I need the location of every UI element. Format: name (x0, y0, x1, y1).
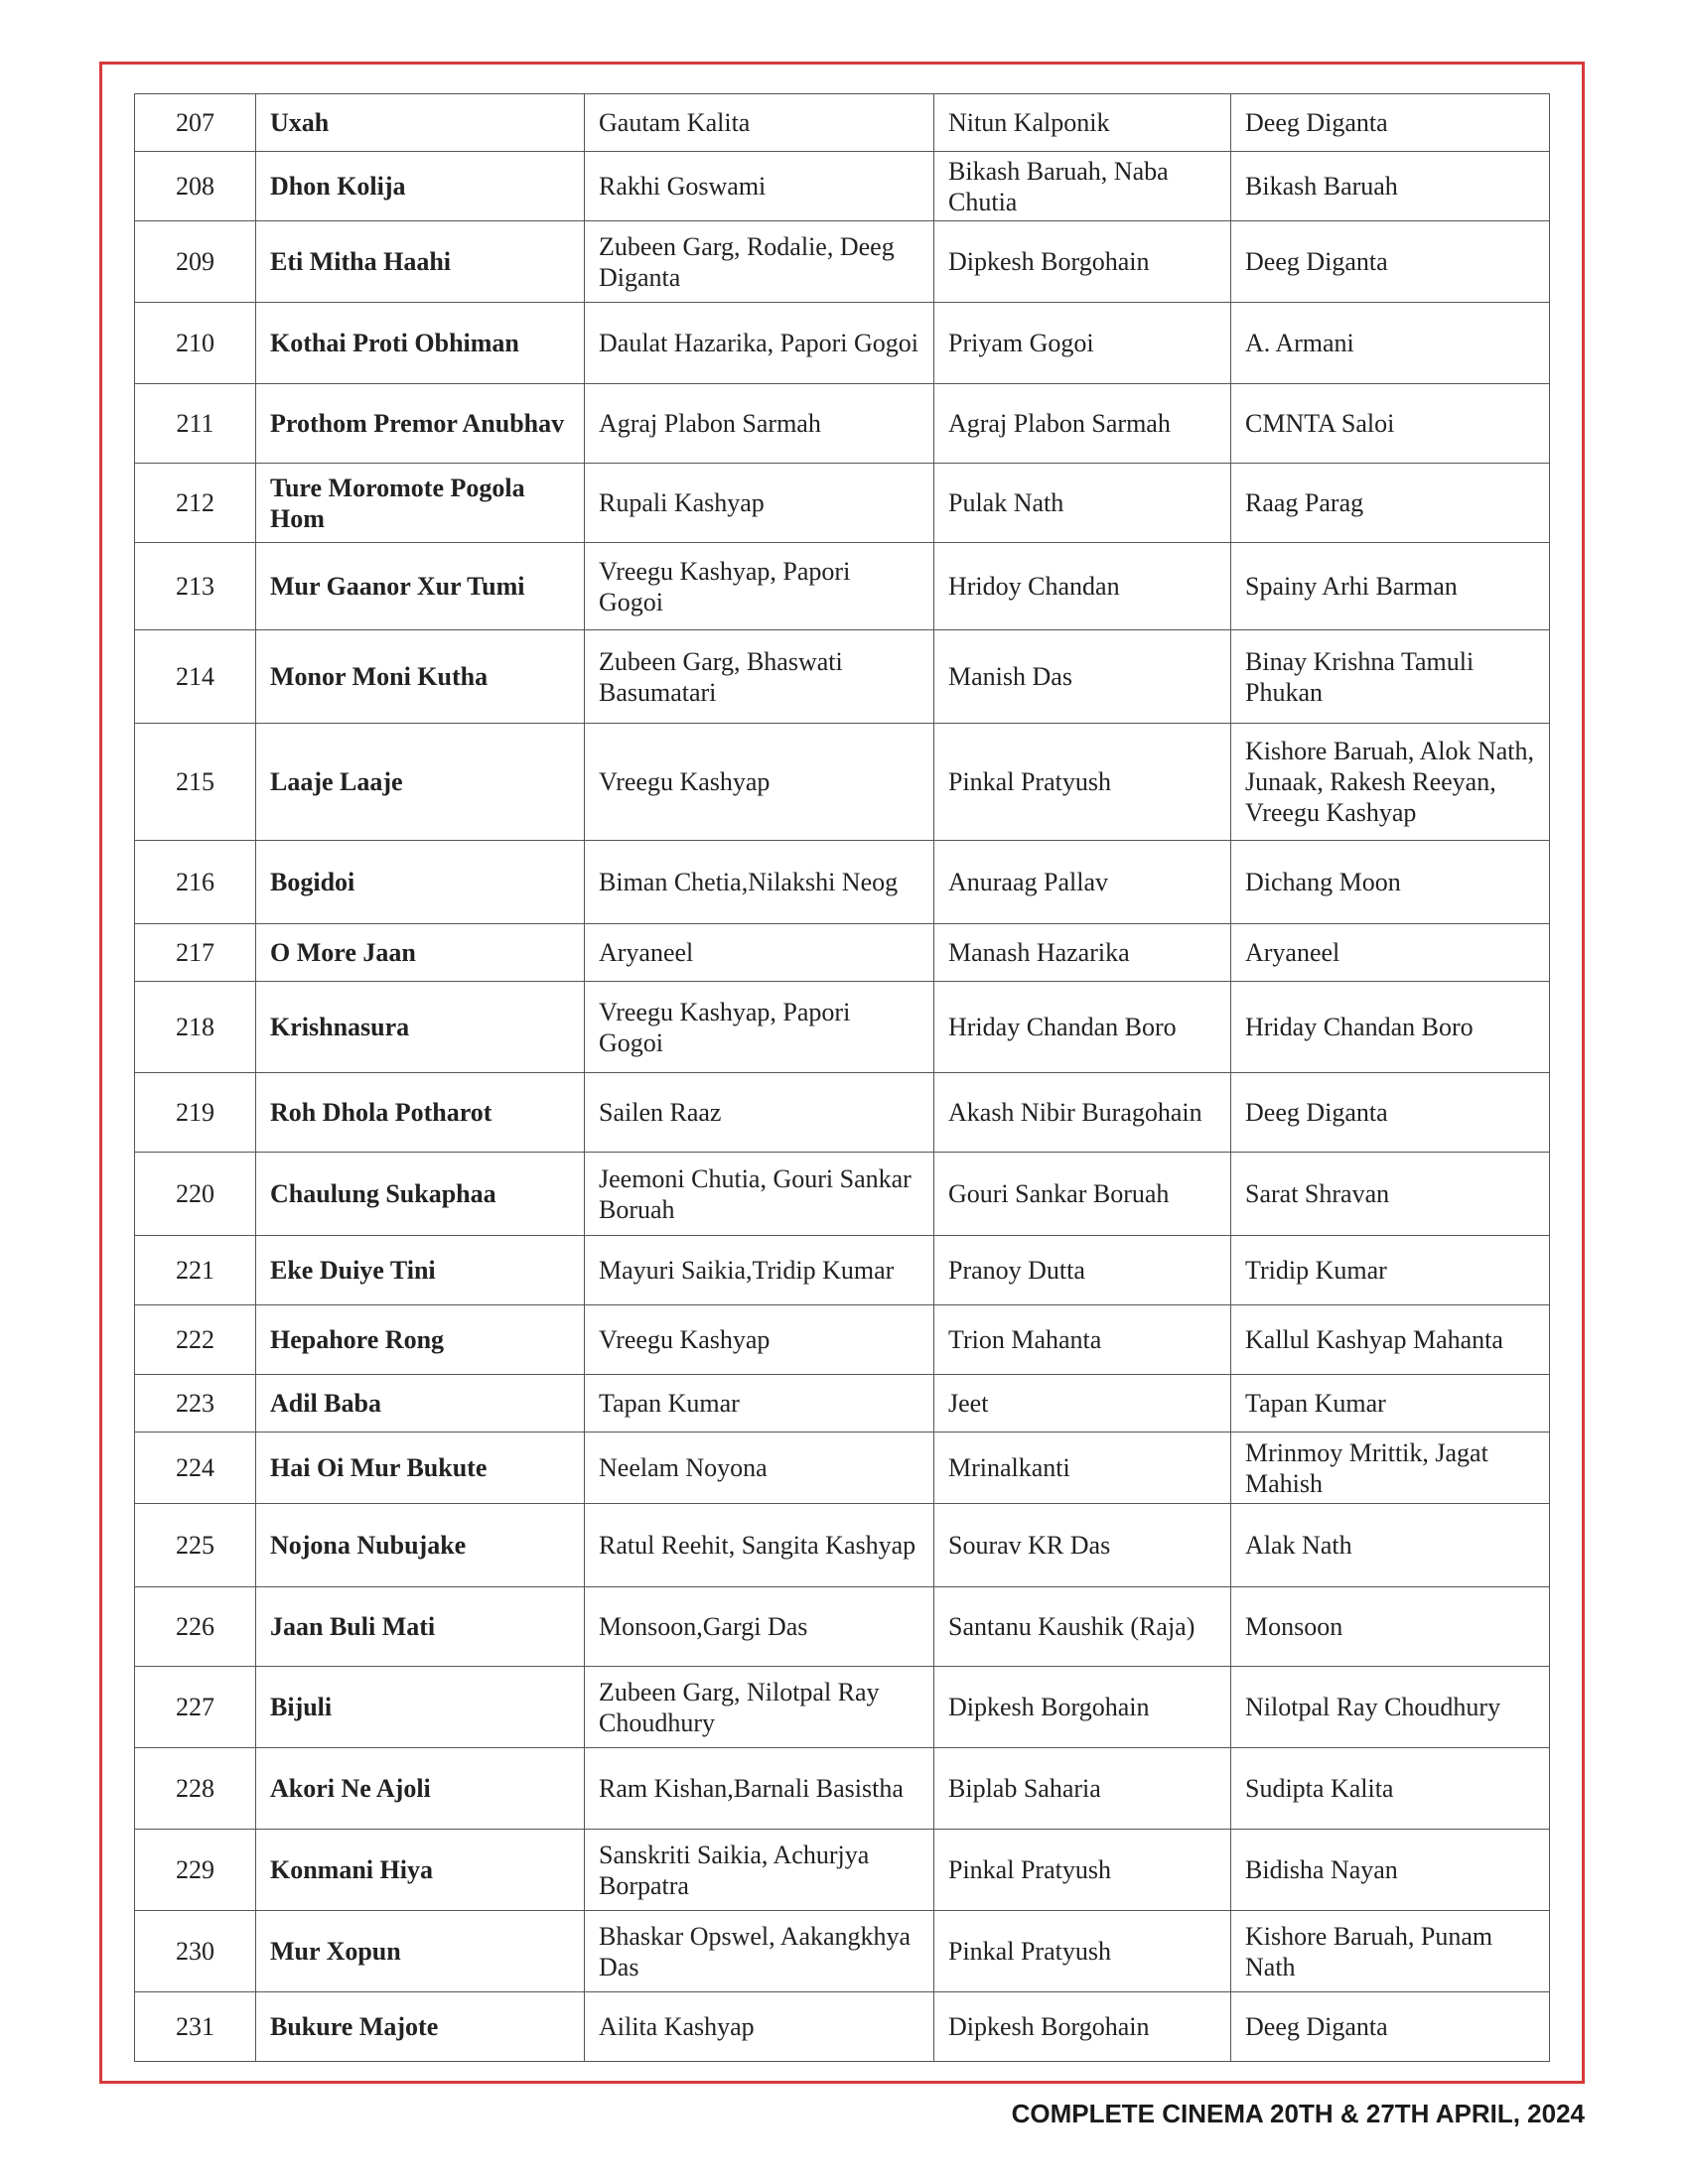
composer-cell: Mrinmoy Mrittik, Jagat Mahish (1231, 1433, 1550, 1504)
composer-cell: CMNTA Saloi (1231, 384, 1550, 464)
singers-cell: Tapan Kumar (585, 1375, 934, 1433)
lyricist-cell: Nitun Kalponik (934, 94, 1231, 152)
singers-cell: Jeemoni Chutia, Gouri Sankar Boruah (585, 1153, 934, 1236)
song-title: Adil Baba (256, 1375, 585, 1433)
song-title: Eti Mitha Haahi (256, 221, 585, 303)
composer-cell: Kallul Kashyap Mahanta (1231, 1305, 1550, 1375)
table-row (135, 303, 1550, 384)
song-number: 223 (135, 1375, 256, 1433)
composer-cell: Tridip Kumar (1231, 1236, 1550, 1305)
singers-cell: Mayuri Saikia,Tridip Kumar (585, 1236, 934, 1305)
song-title: Krishnasura (256, 982, 585, 1073)
song-title: Chaulung Sukaphaa (256, 1153, 585, 1236)
table-row (135, 384, 1550, 464)
singers-cell: Neelam Noyona (585, 1433, 934, 1504)
composer-cell: Bidisha Nayan (1231, 1830, 1550, 1911)
song-number: 207 (135, 94, 256, 152)
song-title: Mur Gaanor Xur Tumi (256, 543, 585, 630)
table-row (135, 543, 1550, 630)
singers-cell: Vreegu Kashyap, Papori Gogoi (585, 543, 934, 630)
song-title: Dhon Kolija (256, 152, 585, 221)
song-title: O More Jaan (256, 924, 585, 982)
table-row (135, 1236, 1550, 1305)
song-number: 222 (135, 1305, 256, 1375)
song-list-table (134, 93, 1550, 2062)
table-row (135, 221, 1550, 303)
singers-cell: Ram Kishan,Barnali Basistha (585, 1748, 934, 1830)
lyricist-cell: Manash Hazarika (934, 924, 1231, 982)
lyricist-cell: Jeet (934, 1375, 1231, 1433)
lyricist-cell: Mrinalkanti (934, 1433, 1231, 1504)
composer-cell: Spainy Arhi Barman (1231, 543, 1550, 630)
composer-cell: Raag Parag (1231, 464, 1550, 543)
table-row (135, 1433, 1550, 1504)
song-number: 209 (135, 221, 256, 303)
song-title: Laaje Laaje (256, 724, 585, 841)
lyricist-cell: Akash Nibir Buragohain (934, 1073, 1231, 1153)
song-number: 208 (135, 152, 256, 221)
table-row (135, 1375, 1550, 1433)
song-number: 216 (135, 841, 256, 924)
song-number: 214 (135, 630, 256, 724)
song-number: 217 (135, 924, 256, 982)
lyricist-cell: Sourav KR Das (934, 1504, 1231, 1587)
singers-cell: Sanskriti Saikia, Achurjya Borpatra (585, 1830, 934, 1911)
song-number: 212 (135, 464, 256, 543)
composer-cell: Alak Nath (1231, 1504, 1550, 1587)
lyricist-cell: Anuraag Pallav (934, 841, 1231, 924)
table-row (135, 1305, 1550, 1375)
lyricist-cell: Hridoy Chandan (934, 543, 1231, 630)
lyricist-cell: Pinkal Pratyush (934, 1830, 1231, 1911)
lyricist-cell: Priyam Gogoi (934, 303, 1231, 384)
lyricist-cell: Hriday Chandan Boro (934, 982, 1231, 1073)
composer-cell: Sudipta Kalita (1231, 1748, 1550, 1830)
lyricist-cell: Manish Das (934, 630, 1231, 724)
song-title: Uxah (256, 94, 585, 152)
singers-cell: Vreegu Kashyap (585, 1305, 934, 1375)
song-number: 211 (135, 384, 256, 464)
singers-cell: Daulat Hazarika, Papori Gogoi (585, 303, 934, 384)
table-row (135, 841, 1550, 924)
table-row (135, 1504, 1550, 1587)
composer-cell: Deeg Diganta (1231, 1073, 1550, 1153)
song-title: Bijuli (256, 1667, 585, 1748)
song-title: Nojona Nubujake (256, 1504, 585, 1587)
song-number: 218 (135, 982, 256, 1073)
song-list-body (135, 94, 1550, 2062)
table-row (135, 94, 1550, 152)
singers-cell: Vreegu Kashyap (585, 724, 934, 841)
composer-cell: Deeg Diganta (1231, 1992, 1550, 2062)
table-row (135, 1073, 1550, 1153)
singers-cell: Biman Chetia,Nilakshi Neog (585, 841, 934, 924)
composer-cell: Aryaneel (1231, 924, 1550, 982)
song-number: 213 (135, 543, 256, 630)
composer-cell: Sarat Shravan (1231, 1153, 1550, 1236)
song-title: Mur Xopun (256, 1911, 585, 1992)
singers-cell: Ratul Reehit, Sangita Kashyap (585, 1504, 934, 1587)
song-title: Roh Dhola Potharot (256, 1073, 585, 1153)
lyricist-cell: Dipkesh Borgohain (934, 221, 1231, 303)
composer-cell: Tapan Kumar (1231, 1375, 1550, 1433)
table-row (135, 982, 1550, 1073)
song-number: 229 (135, 1830, 256, 1911)
song-number: 231 (135, 1992, 256, 2062)
lyricist-cell: Pranoy Dutta (934, 1236, 1231, 1305)
table-row (135, 924, 1550, 982)
song-number: 225 (135, 1504, 256, 1587)
lyricist-cell: Dipkesh Borgohain (934, 1992, 1231, 2062)
singers-cell: Gautam Kalita (585, 94, 934, 152)
singers-cell: Zubeen Garg, Bhaswati Basumatari (585, 630, 934, 724)
composer-cell: Hriday Chandan Boro (1231, 982, 1550, 1073)
lyricist-cell: Pinkal Pratyush (934, 724, 1231, 841)
song-title: Monor Moni Kutha (256, 630, 585, 724)
song-title: Hepahore Rong (256, 1305, 585, 1375)
song-title: Akori Ne Ajoli (256, 1748, 585, 1830)
song-number: 221 (135, 1236, 256, 1305)
song-number: 230 (135, 1911, 256, 1992)
composer-cell: Nilotpal Ray Choudhury (1231, 1667, 1550, 1748)
song-number: 226 (135, 1587, 256, 1667)
footer-issue-line: COMPLETE CINEMA 20TH & 27TH APRIL, 2024 (1011, 2099, 1585, 2128)
singers-cell: Rakhi Goswami (585, 152, 934, 221)
song-number: 210 (135, 303, 256, 384)
composer-cell: Bikash Baruah (1231, 152, 1550, 221)
lyricist-cell: Dipkesh Borgohain (934, 1667, 1231, 1748)
composer-cell: Kishore Baruah, Punam Nath (1231, 1911, 1550, 1992)
table-row (135, 630, 1550, 724)
table-row (135, 1748, 1550, 1830)
singers-cell: Zubeen Garg, Rodalie, Deeg Diganta (585, 221, 934, 303)
table-row (135, 464, 1550, 543)
singers-cell: Agraj Plabon Sarmah (585, 384, 934, 464)
composer-cell: Dichang Moon (1231, 841, 1550, 924)
song-title: Prothom Premor Anubhav (256, 384, 585, 464)
singers-cell: Sailen Raaz (585, 1073, 934, 1153)
singers-cell: Ailita Kashyap (585, 1992, 934, 2062)
song-title: Ture Moromote Pogola Hom (256, 464, 585, 543)
lyricist-cell: Pinkal Pratyush (934, 1911, 1231, 1992)
song-title: Bukure Majote (256, 1992, 585, 2062)
singers-cell: Zubeen Garg, Nilotpal Ray Choudhury (585, 1667, 934, 1748)
song-title: Kothai Proti Obhiman (256, 303, 585, 384)
song-number: 227 (135, 1667, 256, 1748)
song-title: Bogidoi (256, 841, 585, 924)
table-row (135, 1992, 1550, 2062)
song-title: Jaan Buli Mati (256, 1587, 585, 1667)
table-row (135, 1667, 1550, 1748)
song-number: 224 (135, 1433, 256, 1504)
composer-cell: Deeg Diganta (1231, 94, 1550, 152)
song-title: Hai Oi Mur Bukute (256, 1433, 585, 1504)
table-row (135, 724, 1550, 841)
singers-cell: Rupali Kashyap (585, 464, 934, 543)
singers-cell: Bhaskar Opswel, Aakangkhya Das (585, 1911, 934, 1992)
lyricist-cell: Bikash Baruah, Naba Chutia (934, 152, 1231, 221)
table-row (135, 1911, 1550, 1992)
song-number: 215 (135, 724, 256, 841)
lyricist-cell: Biplab Saharia (934, 1748, 1231, 1830)
song-number: 228 (135, 1748, 256, 1830)
lyricist-cell: Pulak Nath (934, 464, 1231, 543)
composer-cell: Monsoon (1231, 1587, 1550, 1667)
table-row (135, 1587, 1550, 1667)
song-title: Konmani Hiya (256, 1830, 585, 1911)
singers-cell: Vreegu Kashyap, Papori Gogoi (585, 982, 934, 1073)
composer-cell: A. Armani (1231, 303, 1550, 384)
lyricist-cell: Gouri Sankar Boruah (934, 1153, 1231, 1236)
song-title: Eke Duiye Tini (256, 1236, 585, 1305)
lyricist-cell: Agraj Plabon Sarmah (934, 384, 1231, 464)
song-number: 220 (135, 1153, 256, 1236)
lyricist-cell: Trion Mahanta (934, 1305, 1231, 1375)
song-number: 219 (135, 1073, 256, 1153)
table-row (135, 1830, 1550, 1911)
lyricist-cell: Santanu Kaushik (Raja) (934, 1587, 1231, 1667)
singers-cell: Monsoon,Gargi Das (585, 1587, 934, 1667)
table-row (135, 152, 1550, 221)
composer-cell: Deeg Diganta (1231, 221, 1550, 303)
table-row (135, 1153, 1550, 1236)
composer-cell: Kishore Baruah, Alok Nath, Junaak, Rakesh Reeyan, Vreegu Kashyap (1231, 724, 1550, 841)
singers-cell: Aryaneel (585, 924, 934, 982)
composer-cell: Binay Krishna Tamuli Phukan (1231, 630, 1550, 724)
